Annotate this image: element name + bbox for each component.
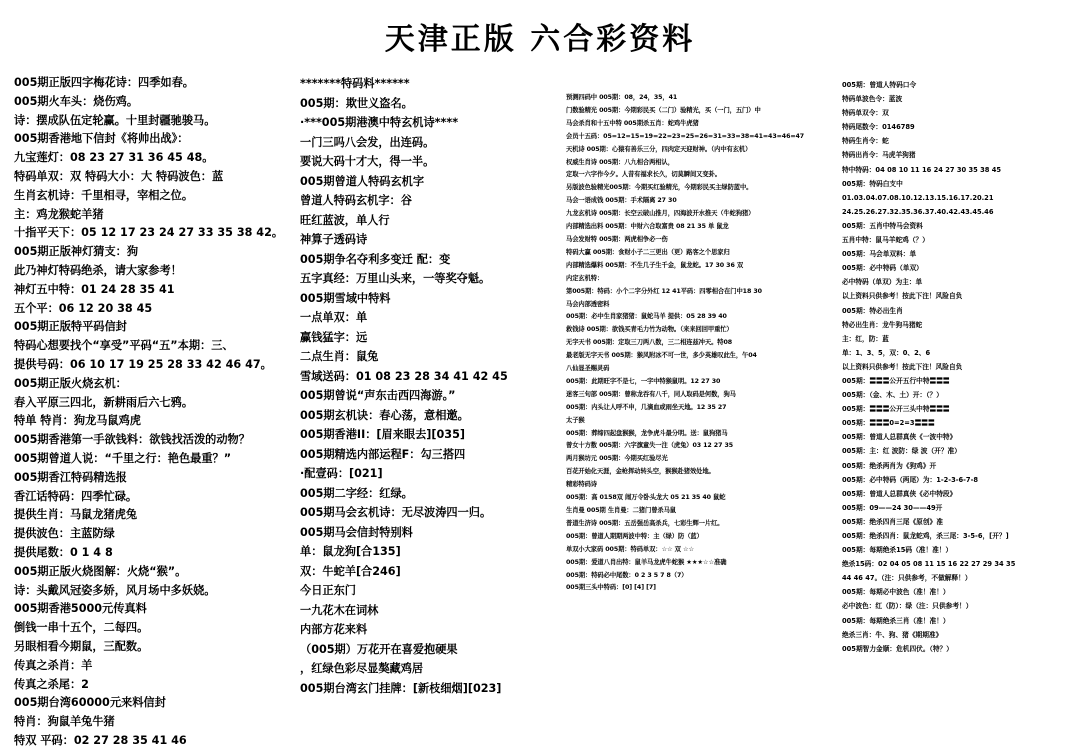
- text-line: 马会一语成钱 005期：手术隔离 27 30: [566, 197, 677, 205]
- text-line: 005期二字经：红绿。: [300, 486, 413, 500]
- text-line: 005期：09——24 30——49开: [842, 503, 943, 512]
- text-line: 曾女十方数 005期：六字旗童失一注（虎兔）03 12 27 35: [566, 442, 734, 450]
- text-line: 005期：特码必中尾数：0 2 3 5 7 8（7）: [566, 571, 688, 579]
- text-line: 005期正版特平码信封: [14, 320, 127, 334]
- text-line: 005期香港5000元传真料: [14, 602, 147, 616]
- text-line: 特码生肖令：蛇: [842, 137, 889, 146]
- text-line: 内定玄机特：: [566, 274, 604, 282]
- text-line: 提供尾数：0 1 4 8: [14, 545, 113, 559]
- text-line: 马会发财特 005期：两虎相争必一伤: [566, 235, 668, 243]
- text-line: 005期：必中特码（两尾）为：1-2-3-6-7-8: [842, 475, 979, 484]
- text-line: 特肖：狗鼠羊兔牛猪: [14, 715, 115, 729]
- text-line: ，红绿色彩尽显獒藏鸡居: [300, 662, 424, 675]
- text-line: 今日正东门: [300, 584, 356, 597]
- text-line: 005期：葬缔四起盘猴猴，龙争虎斗最分明。送：鼠狗猪马: [566, 429, 728, 437]
- text-line: 单双小大家码 005期：特码单双：☆☆ 双 ☆☆: [566, 545, 695, 553]
- text-line: 五肖中特：鼠马羊蛇鸡（？）: [842, 236, 929, 245]
- text-line: 005期曾说“声东击西四海游。”: [300, 389, 456, 402]
- text-line: 十指平天下：05 12 17 23 24 27 33 35 38 42。: [14, 226, 284, 240]
- text-line: 九宝莲灯：08 23 27 31 36 45 48。: [14, 151, 214, 165]
- text-line: 无字天书 005期：定取三刀两八数，三二相连兹冲天。特08: [566, 339, 733, 347]
- text-line: 太子猴: [566, 416, 585, 424]
- text-line: 两月猴坊元 005期：今期买红验尽光: [566, 455, 668, 463]
- text-line: 第005期：特码：小个二字分外红 12 41平码：四零相合在门中18 30: [566, 287, 762, 295]
- text-line: 005期：必中特码（单双）: [842, 264, 923, 273]
- text-line: 005期：特码白支中: [842, 179, 903, 188]
- text-line: 005期：曾道人期期两波中特：主（绿）防（蓝）: [566, 532, 703, 540]
- text-line: 特码尾数令：0146789: [842, 123, 915, 132]
- text-line: 二点生肖：鼠兔: [300, 350, 379, 363]
- text-line: 旺红蓝波，单人行: [300, 213, 390, 227]
- text-line: 005期：高 0158双 闹万令卧头龙大 05 21 35 40 鼠蛇: [566, 494, 726, 502]
- text-line: 曾道人特码玄机字：谷: [300, 194, 412, 207]
- text-line: 赢钱猛字：远: [300, 330, 368, 344]
- text-line: 倒钱一串十五个，二每四。: [14, 621, 149, 635]
- text-line: 005期：主：红 波防：绿 波（开？准）: [842, 447, 961, 456]
- text-line: 马会杀肖和十五中特 005期杀五肖：蛇鸡牛虎猪: [566, 119, 699, 127]
- text-line: 九龙玄机诗 005期：长空云破山推月，四海波开水推天（牛蛇狗猪）: [566, 210, 755, 218]
- text-line: 双：牛蛇羊[合246]: [300, 564, 401, 578]
- text-line: 神灯五中特：01 24 28 35 41: [14, 282, 175, 296]
- text-line: 春入平原三四北，新耕雨后六七鸦。: [14, 395, 194, 409]
- text-line: 005期台湾60000元来料信封: [14, 696, 166, 710]
- text-line: 005期：曾道人特码口令: [842, 81, 917, 89]
- text-line: 八仙显圣赐灵码: [566, 365, 610, 373]
- text-line: 五字真经：万里山头来，一等奖夺魁。: [300, 272, 491, 285]
- text-line: 诗：摆成队伍定轮赢。十里封疆驰骏马。: [14, 113, 216, 127]
- text-line: 005期马会玄机诗：无尽波涛四一归。: [300, 506, 492, 519]
- text-line: 单：1、3、5，双：0、2、6: [842, 348, 931, 357]
- text-line: 005期：爱道八肖出特：鼠羊马龙虎牛蛇猴 ★★★☆☆准确: [566, 558, 727, 566]
- text-line: 神算子透码诗: [300, 233, 368, 246]
- text-line: 005期火车头：烧伤鸡。: [14, 94, 139, 108]
- text-line: 以上资料只供参考！按此下注！风险自负: [842, 292, 963, 301]
- text-line: 内部精选爆料 005期：不生几子生千金，鼠龙蛇。17 30 36 双: [566, 261, 744, 269]
- text-line: 005期：〓〓〓公开五行中特〓〓〓: [842, 376, 950, 385]
- text-line: 005期香江特码精选报: [14, 470, 127, 484]
- text-line: 门数验精光 005期：今期彩民买（二门）验精光，买（一门，五门）中: [566, 106, 761, 114]
- text-line: 005期：必中生肖家猪猪：鼠蛇马羊 提供：05 28 39 40: [566, 313, 727, 321]
- text-line: 救钱诗 005期：欲钱买青毛力竹为动物。（来来回回甲重忙）: [566, 326, 733, 334]
- text-line: 提供波色：主蓝防绿: [14, 527, 115, 541]
- text-line: 百花开始化天涯，金枪挥动转头空，猴猴赴猪效处地。: [566, 468, 715, 476]
- text-line: 提供生肖：马鼠龙猪虎兔: [14, 508, 138, 522]
- text-line: 005期曾道人说：“千里之行：艳色最重？”: [14, 451, 232, 465]
- text-line: 传真之杀肖：羊: [14, 658, 93, 672]
- text-line: 特码单双：双 特码大小：大 特码波色：蓝: [14, 169, 224, 183]
- text-line: 005期：绝杀四肖：鼠龙蛇鸡，杀三尾：3-5-6，[开？]: [842, 532, 1009, 540]
- text-line: 44 46 47。（注：只供参考，不做解释！）: [842, 574, 972, 583]
- text-line: 005期：特必出生肖: [842, 306, 903, 315]
- text-line: 迷客三句部 005期：曾称龙吞有八千，同人取码是何数，狗马: [566, 390, 736, 398]
- text-line: 绝杀15码：02 04 05 08 11 15 16 22 27 29 34 35: [842, 560, 1016, 569]
- text-line: 特码出肖令：马虎羊狗猪: [842, 151, 916, 160]
- text-line: 005期曾道人特码玄机字: [300, 174, 425, 188]
- text-line: 必中波色：红（防）：绿（注：只供参考！）: [842, 602, 973, 611]
- column-2-special-code: [300, 74, 562, 698]
- text-line: 005期：〓〓〓0=2=3〓〓〓: [842, 419, 935, 428]
- text-line: 提供号码：06 10 17 19 25 28 33 42 46 47。: [14, 357, 272, 371]
- text-line: 内部方花来料: [300, 623, 368, 636]
- text-line: 005期香港II：[眉来眼去][035]: [300, 428, 465, 441]
- text-line: 诗：头戴风冠姿多娇，风月场中多妖娆。: [14, 583, 216, 597]
- text-line: 特双 平码：02 27 28 35 41 46: [14, 733, 187, 747]
- text-line: 005期：每期绝杀15码（准！准！）: [842, 546, 953, 555]
- text-line: 必中特码（单双）为主：单: [842, 278, 923, 287]
- text-line: 005期：曾道人总群真侠《必中特段》: [842, 489, 957, 498]
- text-line: 要说大码十才大，得一半。: [300, 155, 435, 168]
- text-line: 005期：此期旺字不是七，一字中特猴鼠明。12 27 30: [566, 377, 721, 385]
- text-line: ·***005期港澳中特玄机诗****: [300, 116, 459, 129]
- text-line: 005期：每期必中波色（准！准！）: [842, 588, 950, 597]
- page-title: 天津正版 六合彩资料: [384, 22, 696, 57]
- text-line: 005期：五肖中特马会资料: [842, 221, 923, 230]
- text-line: 005期：绝杀四肖三尾《原创》准: [842, 517, 943, 526]
- text-line: 生肖曼 005期 生肖曼：二猪门曾杀马鼠: [566, 507, 676, 514]
- text-line: 24.25.26.27.32.35.36.37.40.42.43.45.46: [842, 207, 994, 216]
- text-line: 特码单波色令：蓝波: [842, 95, 903, 104]
- text-line: 主：鸡龙猴蛇羊猪: [14, 207, 104, 221]
- text-line: 最老版无字天书 005期：猴风附冰不可一世，多少英雄叹此生，午04: [566, 352, 757, 360]
- text-line: 五个平：06 12 20 38 45: [14, 301, 153, 315]
- text-line: （005期）万花开在喜爱抱硬果: [300, 642, 458, 656]
- text-line: 005期三头中特码：[0] [4] [7]: [566, 584, 656, 592]
- text-line: 以上资料只供参考！按此下注！风险自负: [842, 362, 963, 371]
- text-line: 精彩特码诗: [566, 481, 597, 489]
- text-line: 单：鼠龙狗[合135]: [300, 545, 401, 558]
- text-line: 01.03.04.07.08.10.12.13.15.16.17.20.21: [842, 193, 994, 202]
- text-line: 另版波色验精光005期：今期买红验精光，今期彩民买主绿防蓝中。: [566, 184, 753, 192]
- text-line: 005期：绝杀两肖为《狗鸡》开: [842, 461, 937, 470]
- text-line: 特码单双令：双: [842, 109, 889, 118]
- text-line: 005期香港地下信封《将帅出战》：: [14, 132, 189, 146]
- text-line: 005期正版火烧玄机：: [14, 376, 127, 390]
- text-line: 005期：内头让人呼不申，几滴血或雨坐天地。12 35 27: [566, 403, 727, 411]
- text-line: 一九花木在词林: [300, 603, 379, 617]
- text-line: 005期智力金顺：危机四伏。（特？）: [842, 644, 953, 653]
- text-line: 005期正版火烧图解：火烧“猴”。: [14, 564, 187, 578]
- text-line: 主：红，防：蓝: [842, 334, 889, 343]
- text-line: 马会内部透密料: [566, 300, 610, 308]
- text-line: 005期争名夺利多变迁 配：变: [300, 252, 451, 266]
- text-line: 内部精选出料 005期：中财六合取富贵 08 21 35 单 鼠龙: [566, 223, 729, 231]
- text-line: 特码心想要找个“享受”平码“五”本期：三、: [14, 339, 234, 353]
- text-line: 定取一六字作今夕。人昔有福求长久，切莫瞬间又变卦。: [566, 171, 721, 179]
- text-line: *******特码料******: [300, 77, 410, 90]
- text-line: 特必出生肖：龙牛狗马猪蛇: [842, 320, 923, 329]
- text-line: 005期雪域中特料: [300, 291, 391, 305]
- text-line: 005期台湾玄门挂牌：[新枝细烟][023]: [300, 681, 502, 695]
- text-line: 005期精选内部运程F：勾三搭四: [300, 447, 466, 461]
- text-line: 香江话特码：四季忙碌。: [14, 489, 138, 503]
- text-line: 005期玄机诀：春心荡，意相邀。: [300, 408, 469, 422]
- text-line: 005期：马会单双料：单: [842, 250, 917, 259]
- text-line: 005期马会信封特别料: [300, 525, 413, 539]
- text-line: ·配壹码：[021]: [300, 467, 383, 480]
- text-line: 005期：曾道人总群真侠《一波中特》: [842, 433, 957, 442]
- text-line: 另眼相看今期鼠，三配数。: [14, 639, 149, 653]
- text-line: 天机诗 005期：心猿有善乐三分，四肉定天迎财神。（内中有玄机）: [566, 145, 752, 153]
- text-line: 权威生肖诗 005期：八九相合两相认，: [566, 158, 674, 166]
- text-line: 特码大赢 005期：食财小子二三更出（更）路客之个思家归: [566, 248, 730, 256]
- text-line: 一门三吗八会发，出连码。: [300, 135, 435, 149]
- text-line: 此乃神灯特码绝杀，请大家参考！: [14, 263, 182, 277]
- text-line: 雪域送码：01 08 23 28 34 41 42 45: [300, 369, 508, 383]
- text-line: 普道生济诗 005期：五岳强岳高杀兵，七彩生辉一片红。: [566, 519, 724, 527]
- text-line: 005期：〓〓〓公开三头中特〓〓〓: [842, 405, 950, 414]
- text-line: 005期正版四字梅花诗：四季如春。: [14, 76, 194, 89]
- column-3-predictions: [566, 92, 838, 595]
- text-line: 特单 特肖：狗龙马鼠鸡虎: [14, 414, 141, 428]
- column-4-official-picks: [842, 78, 1078, 656]
- text-line: 005期：欺世义盗名。: [300, 96, 413, 110]
- text-line: 绝杀三肖：牛、狗、猪《期期准》: [842, 630, 943, 639]
- text-line: 传真之杀尾：2: [14, 677, 89, 691]
- column-1-tips: [14, 74, 284, 751]
- text-line: 一点单双：单: [300, 311, 368, 324]
- text-line: 特中特码：04 08 10 11 16 24 27 30 35 38 45: [842, 165, 1002, 174]
- text-line: 005期正版神灯猜支：狗: [14, 245, 139, 259]
- text-line: 005期：每期绝杀三肖（准！准！）: [842, 616, 950, 625]
- text-line: 005期香港第一手欲钱料：欲钱找活泼的动物？: [14, 433, 250, 447]
- text-line: 会员十五码：05=12=15=19=22=23=25=26=31=33=38=41=43=46=47: [566, 132, 805, 140]
- text-line: 005期：（金、木、土）开：（？）: [842, 391, 943, 400]
- text-line: 预测四码中 005期：08，24，35，41: [566, 94, 678, 101]
- text-line: 生肖玄机诗：千里相寻，宰相之位。: [14, 188, 194, 202]
